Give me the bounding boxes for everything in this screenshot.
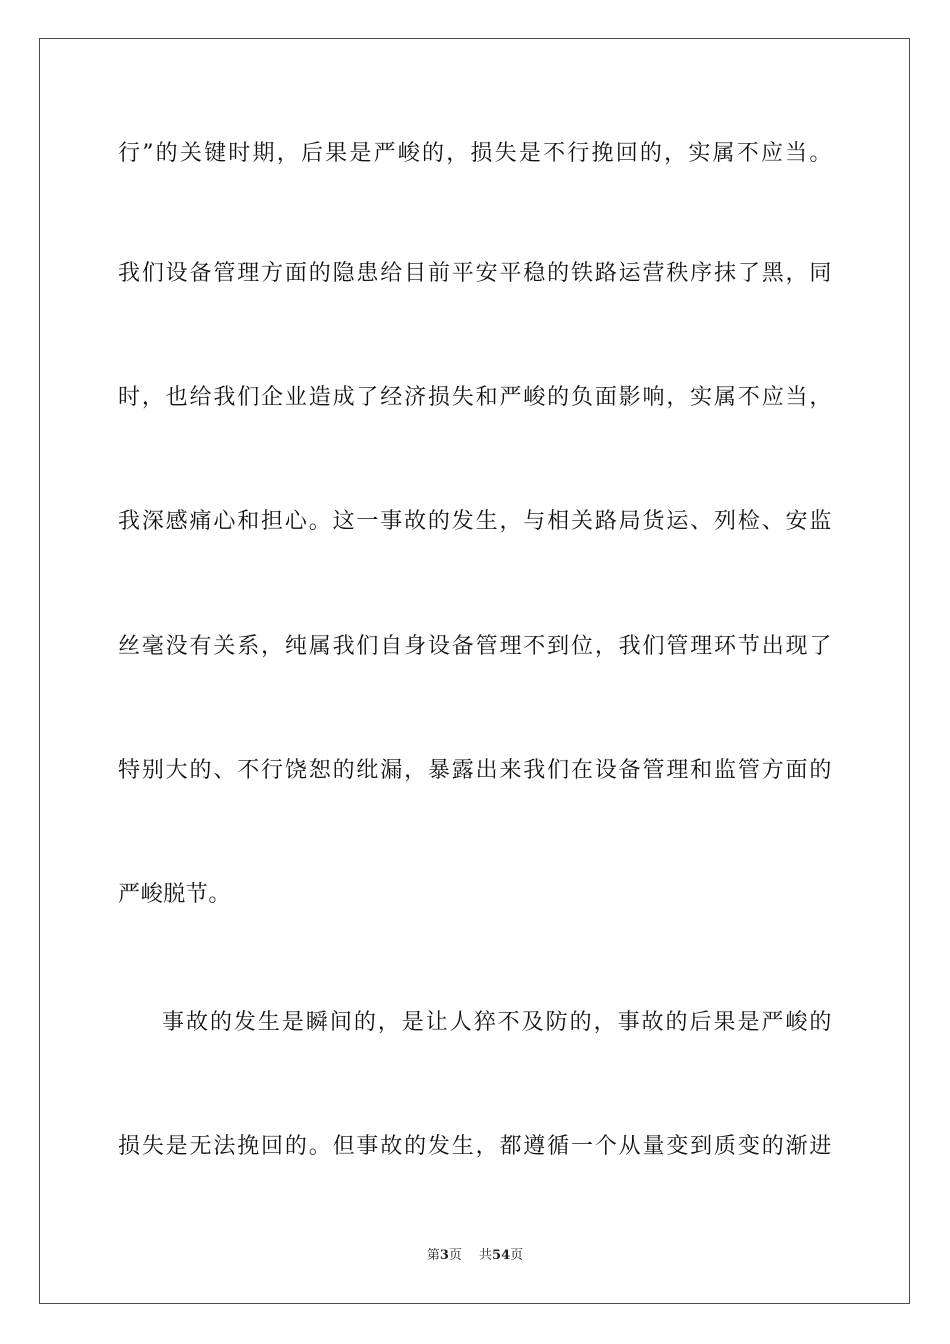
total-page-count: 54 (492, 1248, 511, 1263)
paragraph-line: 我深感痛心和担心。这一事故的发生，与相关路局货运、列检、安监 (118, 509, 832, 534)
paragraph-line-indented: 事故的发生是瞬间的，是让人猝不及防的，事故的后果是严峻的 (162, 1010, 832, 1035)
paragraph-line: 我们设备管理方面的隐患给目前平安平稳的铁路运营秩序抹了黑，同 (118, 261, 832, 286)
paragraph-line: 时，也给我们企业造成了经济损失和严峻的负面影响，实属不应当， (118, 385, 832, 410)
paragraph-line: 特别大的、不行饶恕的纰漏，暴露出来我们在设备管理和监管方面的 (118, 758, 832, 783)
paragraph-line: 损失是无法挽回的。但事故的发生，都遵循一个从量变到质变的渐进 (118, 1134, 832, 1159)
page-mid-text: 页 共 (448, 1248, 493, 1263)
paragraph-line: 丝毫没有关系，纯属我们自身设备管理不到位，我们管理环节出现了 (118, 634, 832, 659)
current-page-number: 3 (439, 1248, 449, 1263)
page-number-footer (0, 1247, 950, 1265)
paragraph-line: 行”的关键时期，后果是严峻的，损失是不行挽回的，实属不应当。 (118, 141, 832, 166)
page-prefix: 第 (426, 1248, 440, 1263)
page-border (39, 38, 910, 1304)
paragraph-line: 严峻脱节。 (118, 882, 232, 907)
page-suffix: 页 (510, 1248, 524, 1263)
